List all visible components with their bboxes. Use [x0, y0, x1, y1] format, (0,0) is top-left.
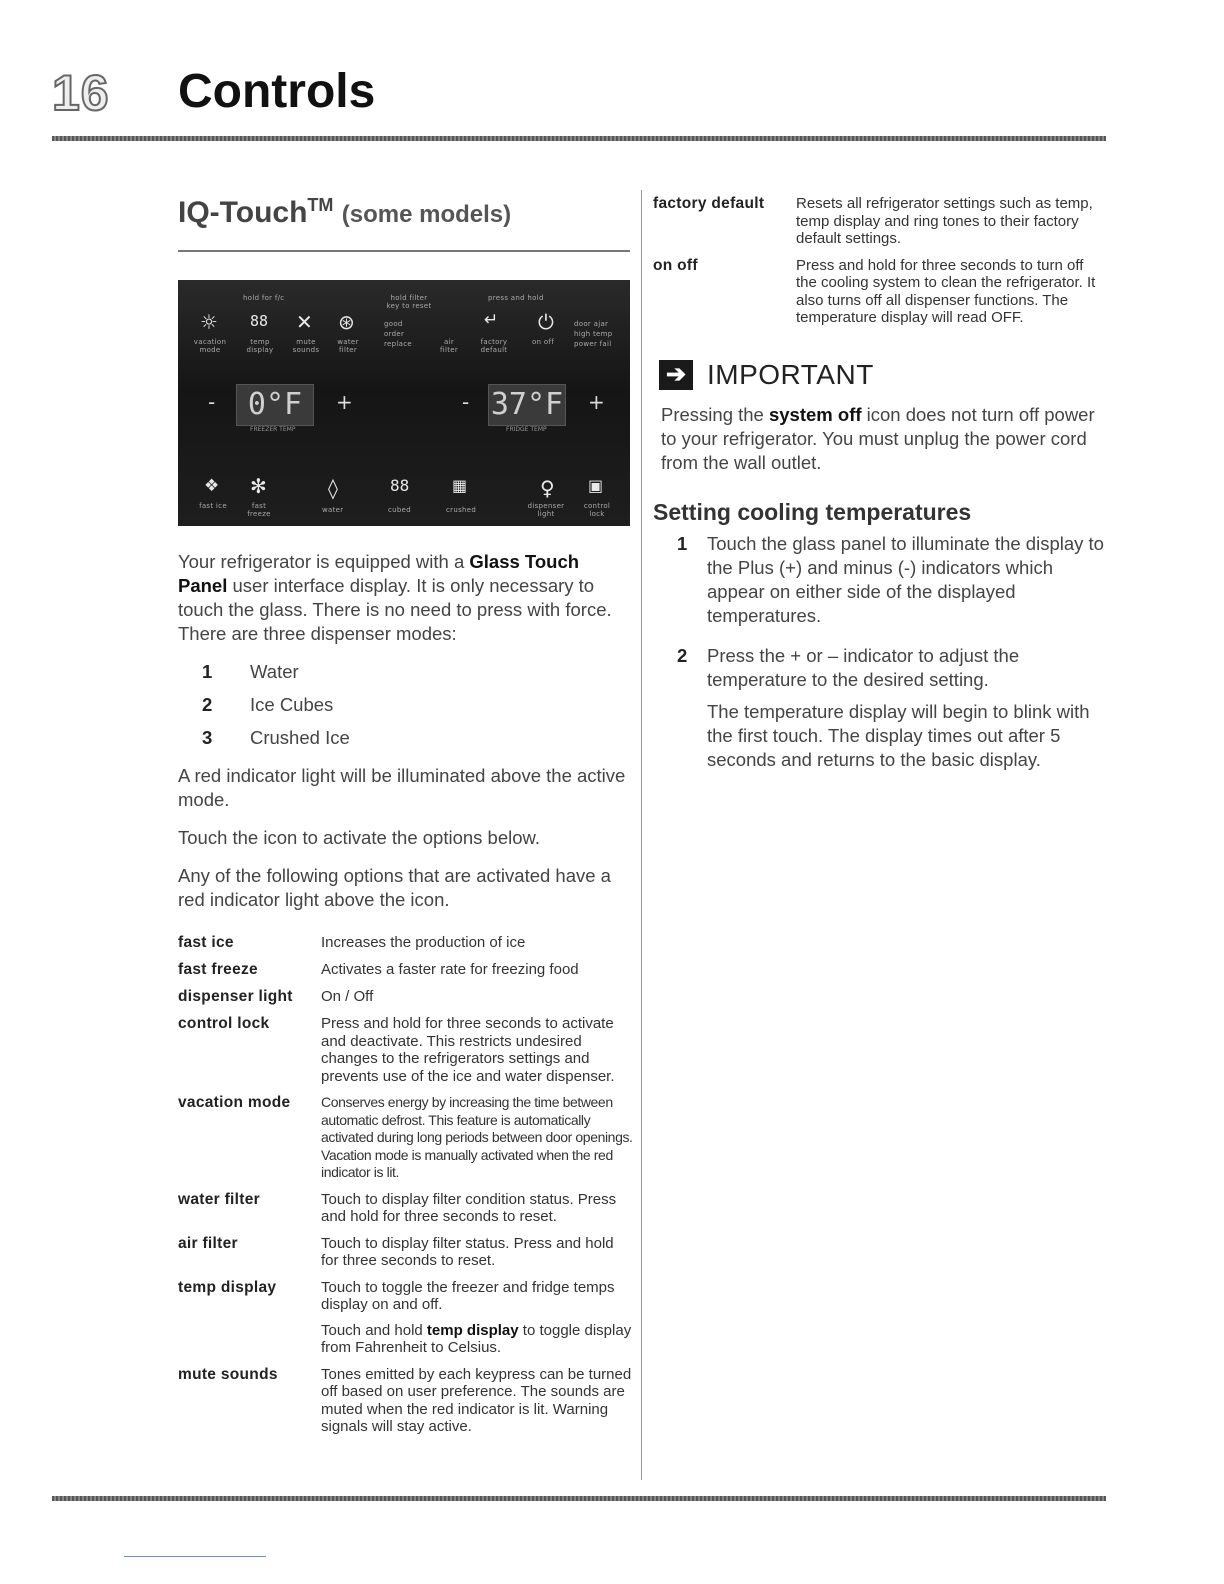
option-key: control lock	[178, 1015, 270, 1032]
important-title: IMPORTANT	[707, 358, 874, 390]
list-item: 3 Crushed Ice	[202, 727, 350, 748]
option-desc: Conserves energy by increasing the time between automatic defrost. This feature is automatically activated during long periods between door openings. Vacation mode is manually activated when the red indicator is lit.	[321, 1094, 633, 1180]
options-paragraph: Any of the following options that are activated have a red indicator light above the icon.	[178, 865, 611, 910]
option-row	[178, 1191, 633, 1226]
panel-label-mute: mute sounds	[292, 338, 320, 354]
option-desc: Increases the production of ice	[321, 934, 526, 951]
panel-label-hold-filter: hold filter key to reset	[386, 294, 432, 310]
options-list	[178, 934, 633, 1436]
snowflake-icon: ✻	[250, 474, 267, 498]
option-key: fast freeze	[178, 961, 258, 978]
temp-display-icon: 88	[250, 312, 269, 330]
panel-label-fast-ice: fast ice	[199, 502, 227, 510]
page-title: Controls	[178, 65, 376, 118]
footer-rule	[52, 1496, 1106, 1501]
option-row	[178, 961, 633, 979]
trademark: TM	[307, 195, 334, 215]
option-row	[653, 257, 1108, 327]
option-key: dispenser light	[178, 988, 293, 1005]
option-row	[178, 1015, 633, 1085]
freezer-temp-display: 0°F	[236, 384, 314, 426]
list-item: 1 Water	[202, 661, 299, 682]
section-subtitle: (some models)	[341, 201, 512, 228]
option-desc	[321, 1279, 633, 1357]
panel-label-cubed: cubed	[388, 506, 411, 514]
panel-label-fast-freeze: fast freeze	[247, 502, 271, 518]
panel-label-crushed: crushed	[446, 506, 477, 514]
control-panel-image	[178, 280, 630, 526]
option-key: air filter	[178, 1234, 238, 1252]
option-desc: Activates a faster rate for freezing food	[321, 961, 579, 978]
panel-status-power-fail: power fail	[574, 340, 612, 348]
section-rule	[178, 250, 630, 252]
fridge-plus: +	[588, 390, 605, 414]
mute-icon: ✕	[296, 310, 313, 334]
factory-default-icon: ↵	[484, 310, 499, 330]
option-key: water filter	[178, 1190, 260, 1208]
option-row	[178, 934, 633, 952]
panel-label-on-off: on off	[532, 338, 554, 346]
option-desc: Touch to display filter condition status. Press and hold for three seconds to reset.	[321, 1190, 617, 1225]
panel-status-high-temp: high temp	[574, 330, 613, 338]
dispenser-mode-list	[178, 660, 633, 750]
fridge-temp-display: 37°F	[488, 384, 566, 426]
panel-label-hold-fc: hold for f/c	[243, 294, 285, 302]
option-key: on off	[653, 256, 698, 274]
option-desc-line2: Touch and hold temp display to toggle display from Fahrenheit to Celsius.	[321, 1321, 632, 1356]
panel-label-air-filter: air filter	[439, 338, 459, 354]
water-drop-icon: ◊	[328, 476, 338, 500]
important-heading	[659, 359, 1108, 391]
lock-icon: ▣	[588, 476, 604, 495]
option-row	[178, 1279, 633, 1357]
option-row	[178, 1235, 633, 1270]
option-row	[178, 988, 633, 1006]
page-number: 16	[52, 65, 110, 121]
option-key: factory default	[653, 195, 765, 212]
section-title-text: IQ-Touch	[178, 196, 308, 229]
left-column	[178, 195, 633, 1445]
section-title	[178, 195, 633, 230]
panel-status-door-ajar: door ajar	[574, 320, 609, 328]
option-key: vacation mode	[178, 1094, 291, 1111]
arrow-icon: ➔	[659, 360, 693, 390]
panel-label-press-hold: press and hold	[488, 294, 544, 302]
option-key: fast ice	[178, 934, 234, 951]
option-desc-line1: Touch to toggle the freezer and fridge temps display on and off.	[321, 1278, 615, 1313]
option-desc: On / Off	[321, 988, 374, 1005]
column-divider	[641, 190, 642, 1480]
important-text: Pressing the system off icon does not turn off power to your refrigerator. You must unplug the power cord from the wall outlet.	[661, 403, 1095, 473]
option-desc: Press and hold for three seconds to turn off the cooling system to clean the refrigerator. It also turns off all dispenser functions. The temperature display will read OFF.	[796, 256, 1096, 326]
panel-label-control-lock: control lock	[583, 502, 611, 518]
header-rule	[52, 136, 1106, 141]
panel-status-replace: replace	[384, 340, 412, 348]
option-desc: Tones emitted by each keypress can be turned off based on user preference. The sounds are muted when the red indicator is lit. Warning signals will stay active.	[321, 1365, 632, 1435]
lightbulb-icon: ♀	[540, 476, 555, 500]
list-item: 2 Ice Cubes	[202, 694, 334, 715]
fridge-temp-caption: FRIDGE TEMP	[506, 426, 547, 433]
option-desc: Press and hold for three seconds to activate and deactivate. This restricts undesired changes to the refrigerators settings and prevents use of the ice and water dispenser.	[321, 1015, 615, 1085]
power-icon: ⏻	[538, 310, 554, 334]
option-key: mute sounds	[178, 1365, 278, 1383]
list-item: 1 Touch the glass panel to illuminate the display to the Plus (+) and minus (-) indicators which appear on either side of the displayed temperatures.	[677, 532, 1104, 626]
sun-icon: ☼	[200, 310, 218, 334]
panel-label-factory-default: factory default	[480, 338, 508, 354]
panel-status-order: order	[384, 330, 405, 338]
touch-icon-paragraph: Touch the icon to activate the options below.	[178, 827, 541, 848]
freezer-plus: +	[336, 390, 353, 414]
option-desc: Touch to display filter status. Press and hold for three seconds to reset.	[321, 1234, 614, 1269]
panel-label-temp-display: temp display	[246, 338, 274, 354]
intro-paragraph: Your refrigerator is equipped with a Glass Touch Panel user interface display. It is only necessary to touch the glass. There is no need to press with force. There are three dispenser modes:	[178, 551, 612, 644]
footer-link-line	[124, 1556, 266, 1557]
panel-label-water-filter: water filter	[337, 338, 359, 354]
freezer-temp-caption: FREEZER TEMP	[250, 426, 296, 433]
panel-label-vacation: vacation mode	[193, 338, 227, 354]
fridge-minus: -	[462, 390, 470, 414]
cubed-ice-icon: 88	[390, 476, 410, 495]
crushed-ice-icon: ▦	[452, 476, 468, 495]
fast-ice-icon: ❖	[204, 476, 220, 496]
indicator-paragraph: A red indicator light will be illuminated above the active mode.	[178, 765, 626, 810]
option-row	[178, 1366, 633, 1436]
option-row	[653, 195, 1108, 248]
option-desc: Resets all refrigerator settings such as temp, temp display and ring tones to their factory default settings.	[796, 195, 1093, 247]
cooling-title: Setting cooling temperatures	[653, 498, 972, 525]
panel-status-good: good	[384, 320, 403, 328]
option-key: temp display	[178, 1278, 277, 1296]
panel-label-water: water	[322, 506, 344, 514]
right-column	[653, 195, 1108, 788]
panel-label-dispenser-light: dispenser light	[527, 502, 565, 518]
freezer-minus: -	[208, 390, 216, 414]
list-item: 2 Press the + or – indicator to adjust the temperature to the desired setting. The temperature display will begin to blink with the first touch. The display times out after 5 seconds and returns to the basic display.	[677, 644, 1090, 770]
cooling-steps	[653, 532, 1108, 780]
option-row	[178, 1094, 633, 1182]
water-filter-icon: ⊛	[338, 310, 355, 334]
